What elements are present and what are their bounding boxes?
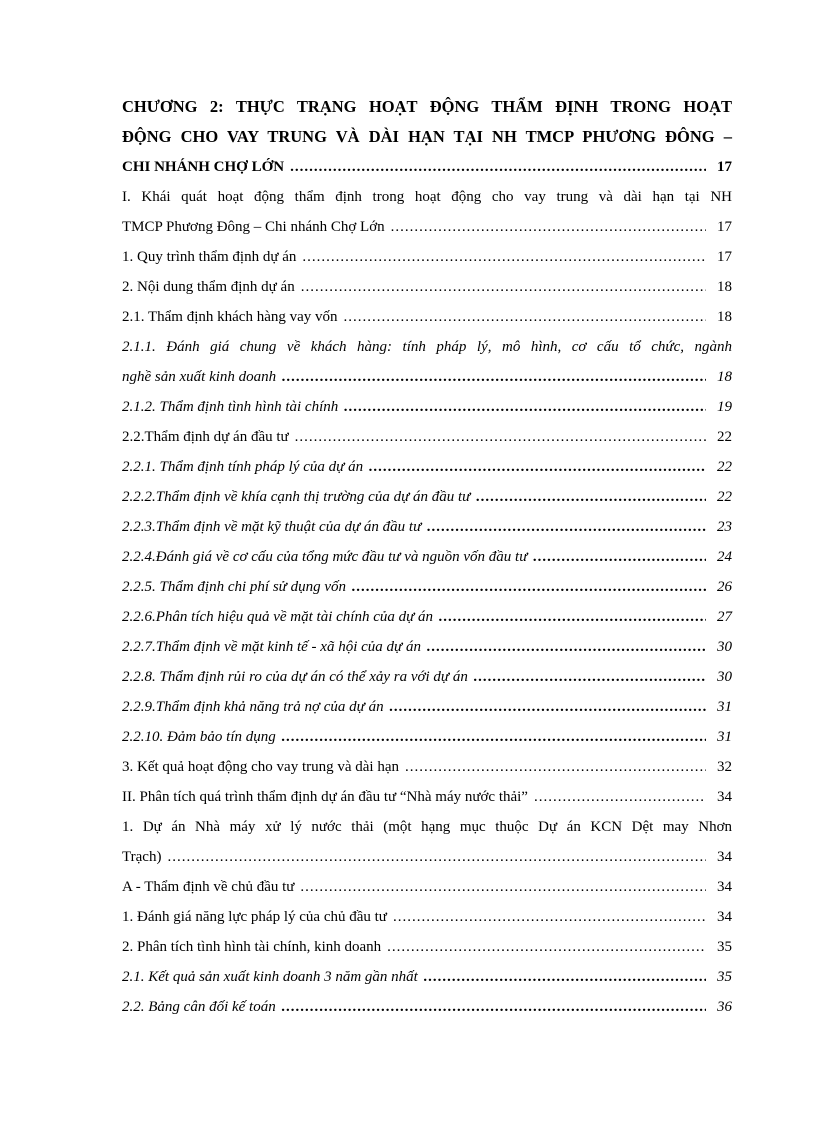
toc-entry-text: 2.2.3.Thẩm định về mặt kỹ thuật của dự án đầu tư — [122, 519, 422, 535]
page-number: 32 — [717, 759, 732, 775]
toc-entry-text: 1. Quy trình thẩm định dự án — [122, 249, 297, 265]
dot-leader — [284, 152, 706, 182]
toc-entry — [122, 602, 732, 632]
toc-entry — [122, 962, 732, 992]
table-of-contents — [122, 92, 732, 1022]
toc-entry-text: 2.2.6.Phân tích hiệu quả về mặt tài chính của dự án — [122, 609, 434, 625]
dot-leader — [338, 302, 706, 332]
dot-leader — [433, 602, 706, 632]
toc-entry — [122, 482, 732, 512]
page-number: 34 — [717, 789, 732, 805]
toc-entry — [122, 632, 732, 662]
toc-entry-text: II. Phân tích quá trình thẩm định dự án đầu tư “Nhà máy nước thải” — [122, 789, 528, 805]
toc-entry — [122, 302, 732, 332]
page-number: 17 — [717, 249, 732, 265]
page-number: 22 — [717, 489, 732, 505]
page-number: 35 — [717, 969, 732, 985]
chapter-title-line-3 — [122, 152, 732, 182]
page-number: 19 — [717, 399, 732, 415]
page-number: 24 — [717, 549, 732, 565]
page-number: 35 — [717, 939, 732, 955]
dot-leader — [276, 992, 706, 1022]
page-number: 34 — [717, 879, 732, 895]
toc-entry — [122, 692, 732, 722]
page-number: 22 — [717, 429, 732, 445]
toc-entry-text: nghề sản xuất kinh doanh — [122, 369, 277, 385]
toc-entry-text: 2.2.7.Thẩm định về mặt kinh tế - xã hội của dự án — [122, 639, 421, 655]
page-number: 30 — [717, 639, 732, 655]
toc-entry-text: 2.2.2.Thẩm định về khía cạnh thị trường của dự án đầu tư — [122, 489, 471, 505]
page-number: 18 — [717, 279, 732, 295]
dot-leader — [470, 482, 706, 512]
toc-entry-text: 2.2.8. Thẩm định rủi ro của dự án có thể xảy ra với dự án — [122, 669, 468, 685]
toc-entry — [122, 242, 732, 272]
dot-leader — [528, 782, 706, 812]
toc-entry — [122, 452, 732, 482]
page-number: 17 — [717, 159, 732, 175]
toc-entry-text: Trạch) — [122, 849, 162, 865]
dot-leader — [295, 272, 706, 302]
dot-leader — [338, 392, 706, 422]
toc-entry-text: 2.2.10. Đảm bảo tín dụng — [122, 729, 276, 745]
toc-entry — [122, 722, 732, 752]
toc-entry — [122, 872, 732, 902]
chapter-title-text: CHI NHÁNH CHỢ LỚN — [122, 159, 285, 175]
dot-leader — [363, 452, 706, 482]
dot-leader — [276, 722, 706, 752]
toc-entry — [122, 512, 732, 542]
toc-entry-text: 2.2.5. Thẩm định chi phí sử dụng vốn — [122, 579, 347, 595]
page-number: 18 — [717, 369, 732, 385]
toc-entry — [122, 842, 732, 872]
dot-leader — [418, 962, 706, 992]
toc-entry — [122, 542, 732, 572]
toc-entry-text: TMCP Phương Đông – Chi nhánh Chợ Lớn — [122, 219, 385, 235]
toc-entry — [122, 392, 732, 422]
page-number: 30 — [717, 669, 732, 685]
dot-leader — [294, 872, 706, 902]
toc-entry-text: 2.2.1. Thẩm định tính pháp lý của dự án — [122, 459, 364, 475]
toc-entry-text: 2.2. Bảng cân đối kế toán — [122, 999, 276, 1015]
dot-leader — [421, 632, 706, 662]
toc-entry-first-line: I. Khái quát hoạt động thẩm định trong hoạt động cho vay trung và dài hạn tại NH — [122, 189, 732, 205]
dot-leader — [276, 362, 706, 392]
page-number: 17 — [717, 219, 732, 235]
chapter-title-line-1: CHƯƠNG 2: THỰC TRẠNG HOẠT ĐỘNG THẨM ĐỊNH TRONG HOẠT — [122, 97, 732, 116]
toc-entry — [122, 272, 732, 302]
dot-leader — [381, 932, 706, 962]
dot-leader — [346, 572, 706, 602]
toc-entry-text: 2.1.2. Thẩm định tình hình tài chính — [122, 399, 339, 415]
dot-leader — [296, 242, 706, 272]
toc-entry — [122, 752, 732, 782]
dot-leader — [289, 422, 706, 452]
page-number: 22 — [717, 459, 732, 475]
page-number: 26 — [717, 579, 732, 595]
toc-entry-text: 3. Kết quả hoạt động cho vay trung và dài hạn — [122, 759, 400, 775]
toc-entry-first-line: 1. Dự án Nhà máy xử lý nước thải (một hạng mục thuộc Dự án KCN Dệt may Nhơn — [122, 819, 732, 835]
toc-entry-text: 2.2.4.Đánh giá về cơ cấu của tổng mức đầu tư và nguồn vốn đầu tư — [122, 549, 528, 565]
toc-entry-text: 2.2.9.Thẩm định khả năng trả nợ của dự án — [122, 699, 384, 715]
dot-leader — [385, 212, 706, 242]
toc-entry — [122, 992, 732, 1022]
toc-entry — [122, 212, 732, 242]
toc-entry-text: 2. Phân tích tình hình tài chính, kinh doanh — [122, 939, 382, 955]
dot-leader — [399, 752, 706, 782]
toc-entry — [122, 422, 732, 452]
toc-entry-text: 2.1. Kết quả sản xuất kinh doanh 3 năm gần nhất — [122, 969, 418, 985]
toc-entry-text: 1. Đánh giá năng lực pháp lý của chủ đầu tư — [122, 909, 387, 925]
page-number: 23 — [717, 519, 732, 535]
page-number: 34 — [717, 849, 732, 865]
toc-entry-first-line: 2.1.1. Đánh giá chung về khách hàng: tính pháp lý, mô hình, cơ cấu tổ chức, ngành — [122, 339, 732, 355]
toc-entry-text: 2.2.Thẩm định dự án đầu tư — [122, 429, 289, 445]
page-number: 34 — [717, 909, 732, 925]
toc-entry — [122, 572, 732, 602]
dot-leader — [384, 692, 706, 722]
toc-entry — [122, 782, 732, 812]
toc-entry — [122, 902, 732, 932]
toc-entry — [122, 662, 732, 692]
dot-leader — [387, 902, 706, 932]
dot-leader — [468, 662, 706, 692]
toc-entry — [122, 932, 732, 962]
dot-leader — [421, 512, 706, 542]
toc-entry-text: 2.1. Thẩm định khách hàng vay vốn — [122, 309, 338, 325]
dot-leader — [527, 542, 706, 572]
toc-entry-text: A - Thẩm định về chủ đầu tư — [122, 879, 295, 895]
toc-entry — [122, 362, 732, 392]
toc-entry-text: 2. Nội dung thẩm định dự án — [122, 279, 295, 295]
page-number: 27 — [717, 609, 732, 625]
page-number: 31 — [717, 729, 732, 745]
dot-leader — [161, 842, 706, 872]
page-number: 31 — [717, 699, 732, 715]
page-number: 18 — [717, 309, 732, 325]
page-number: 36 — [717, 999, 732, 1015]
chapter-title-line-2: ĐỘNG CHO VAY TRUNG VÀ DÀI HẠN TẠI NH TMCP PHƯƠNG ĐÔNG – — [122, 127, 732, 146]
